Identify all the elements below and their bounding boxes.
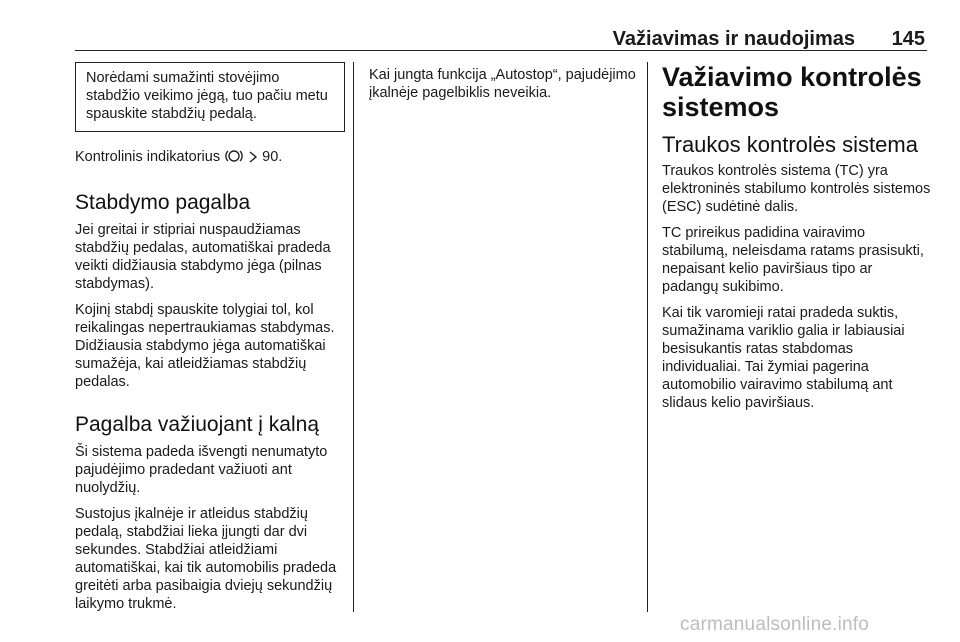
column-2 (369, 66, 639, 102)
brake-indicator-icon (224, 148, 244, 169)
paragraph: Traukos kontrolės sistema (TC) yra elektroninės stabilumo kontrolės sistemos (ESC) sudėtinė dalis. (662, 163, 931, 215)
page-reference-arrow-icon (248, 150, 258, 169)
indicator-text: Kontrolinis indikatorius (75, 149, 221, 165)
paragraph: Ši sistema padeda išvengti nenumatyto pajudėjimo pradedant važiuoti ant nuolydžių. (75, 444, 328, 496)
header-title: Važiavimas ir naudojimas (612, 28, 855, 50)
paragraph: Kai tik varomieji ratai pradeda suktis, sumažinama variklio galia ir labiausiai besisukantis ratas stabdomas individualiai. Tai žymiai pagerina automobilio vairavimo stabilumą ant slidaus kelio paviršiaus. (662, 305, 905, 411)
indicator-reference: 90. (262, 149, 283, 165)
column-1 (75, 62, 345, 613)
watermark: carmanualsonline.info (680, 614, 870, 635)
chapter-title: Važiavimo kontrolės sistemos (662, 62, 922, 122)
page-number: 145 (891, 28, 925, 50)
column-divider-2 (647, 62, 648, 612)
column-divider-1 (353, 62, 354, 612)
indicator-line (75, 148, 345, 169)
page-header (75, 28, 927, 51)
section-title-traction-control: Traukos kontrolės sistema (662, 132, 918, 157)
column-3 (662, 62, 932, 412)
note-box (75, 62, 345, 132)
note-text: Norėdami sumažinti stovėjimo stabdžio veikimo jėgą, tuo pačiu metu spauskite stabdžių pedalą. (86, 70, 328, 122)
paragraph: Jei greitai ir stipriai nuspaudžiamas stabdžių pedalas, automatiškai pradeda veikti didžiausia stabdymo jėga (pilnas stabdymas). (75, 222, 331, 292)
section-title-hill-start-assist: Pagalba važiuojant į kalną (75, 413, 320, 436)
paragraph: Kai jungta funkcija „Autostop“, pajudėjimo įkalnėje pagelbiklis neveikia. (369, 67, 636, 101)
paragraph: TC prireikus padidina vairavimo stabilumą, neleisdama ratams prasisukti, nepaisant kelio paviršiaus tipo ar padangų sukibimo. (662, 225, 924, 295)
section-title-brake-assist: Stabdymo pagalba (75, 191, 251, 214)
paragraph: Kojinį stabdį spauskite tolygiai tol, kol reikalingas nepertraukiamas stabdymas. Didžiausia stabdymo jėga automatiškai sumažėja, kai atleidžiamas stabdžių pedalas. (75, 302, 335, 390)
paragraph: Sustojus įkalnėje ir atleidus stabdžių pedalą, stabdžiai lieka įjungti dar dvi sekundes. Stabdžiai atleidžiami automatiškai, kai tik automobilis pradeda greitėti arba pasibaigia dviejų sekundžių laikymo trukmė. (75, 506, 337, 612)
